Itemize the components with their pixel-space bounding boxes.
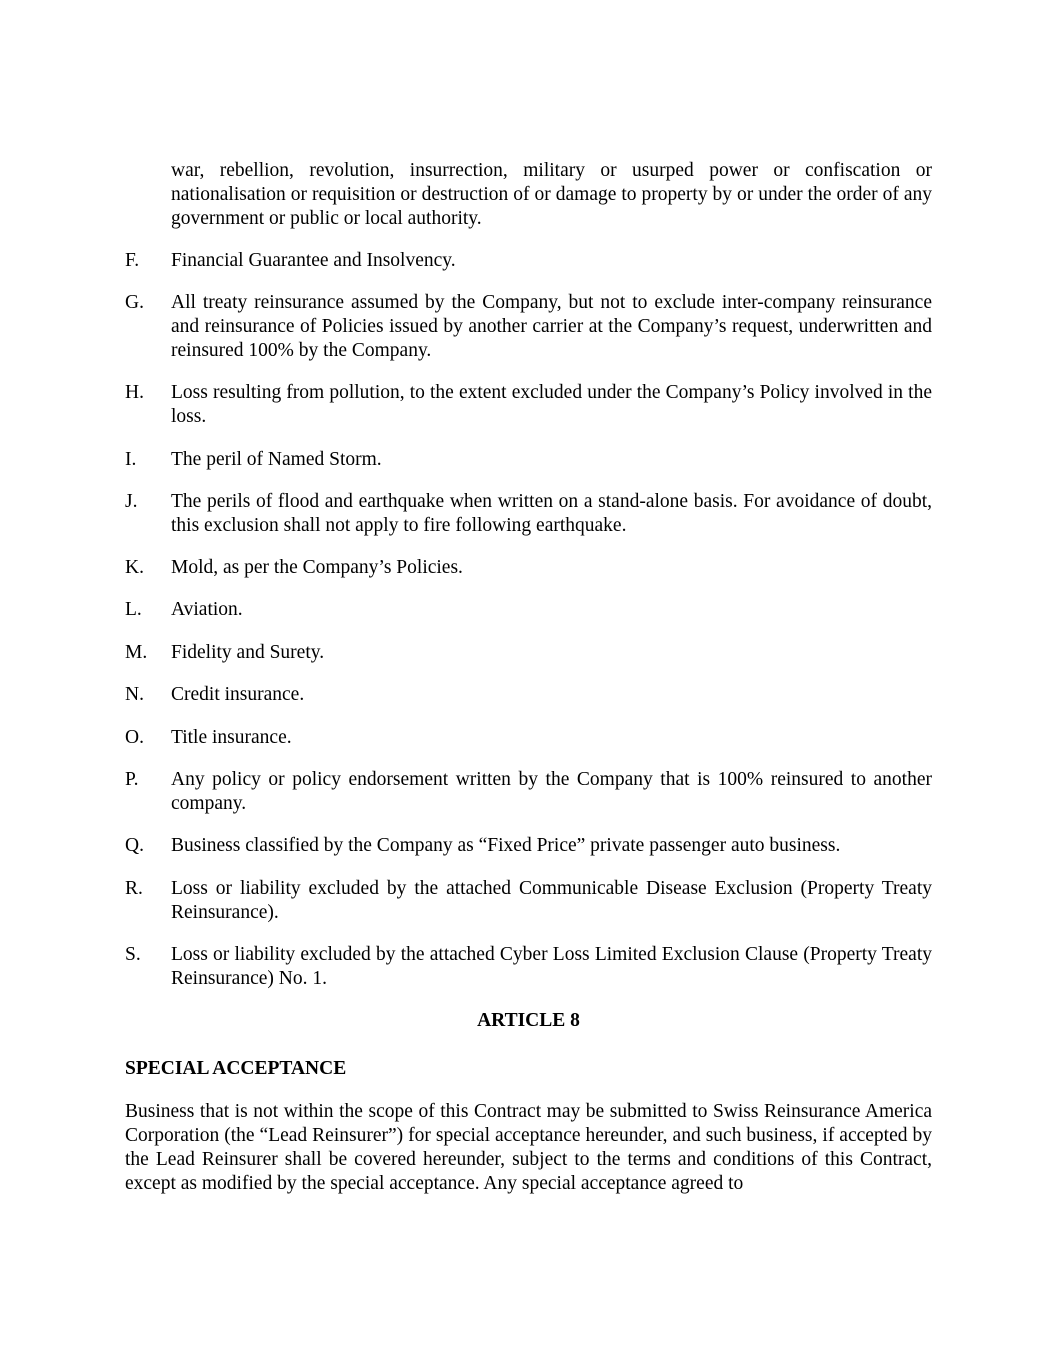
exclusion-item-s: [125, 943, 932, 991]
special-acceptance-paragraph: Business that is not within the scope of this Contract may be submitted to Swiss Reinsurance America Corporation (the “Lead Reinsurer”) for special acceptance hereunder, and such business, if accepted by the Lead Reinsurer shall be covered hereunder, subject to the terms and conditions of this Contract, except as modified by the special acceptance. Any special acceptance agreed to: [125, 1101, 932, 1194]
exclusion-letter: J.: [125, 491, 138, 512]
exclusion-item-o: [125, 726, 932, 750]
exclusion-letter: H.: [125, 382, 144, 403]
exclusion-letter: L.: [125, 599, 142, 620]
exclusion-letter: F.: [125, 250, 140, 271]
exclusion-item-p: [125, 768, 932, 816]
exclusion-item-g: [125, 291, 932, 363]
exclusion-letter: N.: [125, 684, 144, 705]
exclusion-text: The perils of flood and earthquake when written on a stand-alone basis. For avoidance of doubt, this exclusion shall not apply to fire following earthquake.: [171, 491, 932, 536]
exclusion-item-k: [125, 556, 932, 580]
article-heading: ARTICLE 8: [477, 1010, 580, 1031]
exclusion-text: Title insurance.: [171, 727, 292, 748]
exclusion-letter: K.: [125, 557, 144, 578]
exclusion-text: Credit insurance.: [171, 684, 305, 705]
exclusion-item-i: [125, 448, 932, 472]
exclusion-item-l: [125, 598, 932, 622]
exclusion-text: Loss or liability excluded by the attached Communicable Disease Exclusion (Property Treaty Reinsurance).: [171, 878, 932, 923]
exclusion-text: Any policy or policy endorsement written by the Company that is 100% reinsured to another company.: [171, 769, 932, 814]
exclusion-letter: M.: [125, 642, 148, 663]
exclusion-letter: I.: [125, 449, 137, 470]
exclusion-letter: P.: [125, 769, 139, 790]
exclusion-text: Business classified by the Company as “Fixed Price” private passenger auto business.: [171, 835, 841, 856]
exclusion-text: All treaty reinsurance assumed by the Company, but not to exclude inter-company reinsurance and reinsurance of Policies issued by another carrier at the Company’s request, underwritten and reinsured 100% by the Company.: [171, 292, 932, 361]
exclusion-item-n: [125, 683, 932, 707]
exclusion-letter: Q.: [125, 835, 144, 856]
exclusion-item-r: [125, 877, 932, 925]
exclusion-item-m: [125, 641, 932, 665]
exclusion-text: Mold, as per the Company’s Policies.: [171, 557, 463, 578]
exclusion-text: Financial Guarantee and Insolvency.: [171, 250, 456, 271]
exclusion-letter: G.: [125, 292, 144, 313]
continuation-paragraph: war, rebellion, revolution, insurrection, military or usurped power or confiscation or nationalisation or requisition or destruction of or damage to property by or under the order of any government or public or local authority.: [171, 160, 932, 229]
section-heading: SPECIAL ACCEPTANCE: [125, 1058, 347, 1079]
exclusion-item-h: [125, 381, 932, 429]
exclusion-letter: O.: [125, 727, 144, 748]
exclusion-text: The peril of Named Storm.: [171, 449, 382, 470]
exclusion-text: Aviation.: [171, 599, 243, 620]
exclusion-item-f: [125, 249, 932, 273]
exclusion-letter: S.: [125, 944, 141, 965]
exclusion-text: Loss or liability excluded by the attached Cyber Loss Limited Exclusion Clause (Property Treaty Reinsurance) No. 1.: [171, 944, 932, 989]
exclusion-text: Fidelity and Surety.: [171, 642, 325, 663]
exclusion-letter: R.: [125, 878, 143, 899]
exclusion-item-q: [125, 834, 932, 858]
exclusion-item-j: [125, 490, 932, 538]
exclusion-text: Loss resulting from pollution, to the extent excluded under the Company’s Policy involved in the loss.: [171, 382, 932, 427]
